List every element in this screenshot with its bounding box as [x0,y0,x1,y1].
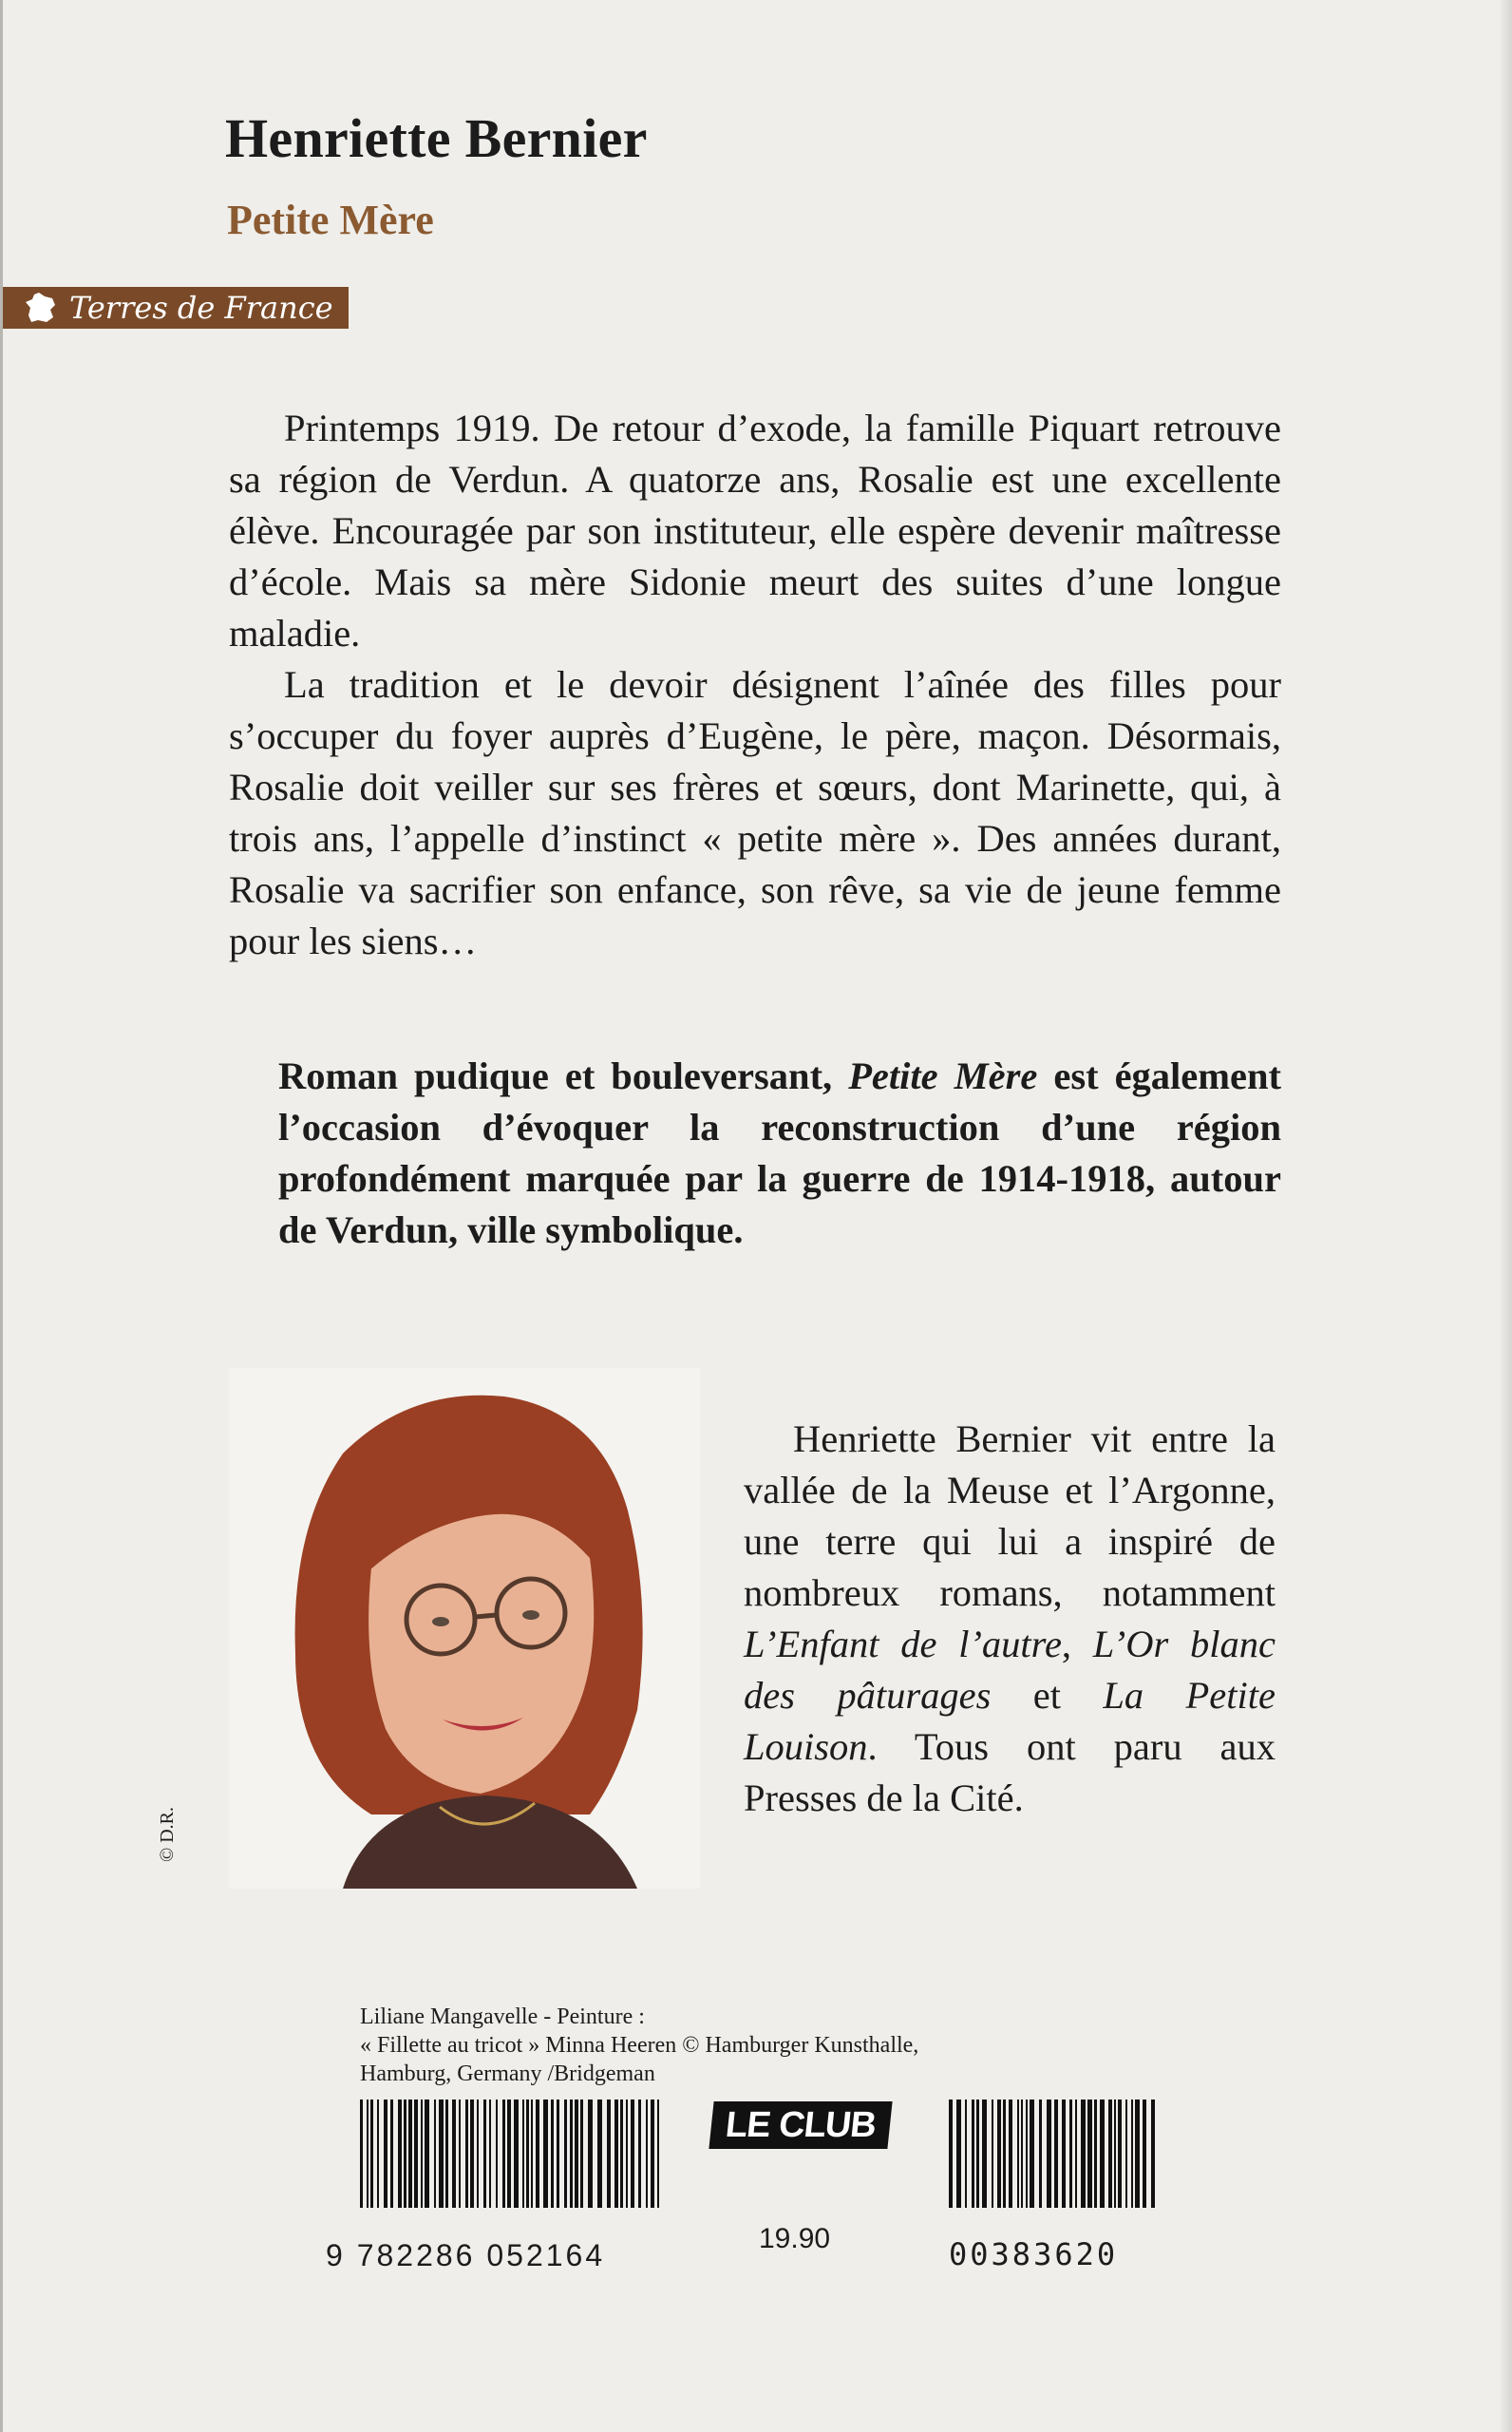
barcode-bar [1030,2100,1034,2208]
barcode-bar [404,2100,406,2208]
barcode-bar [377,2100,379,2208]
barcode-bar [390,2100,393,2208]
barcode-bar [1114,2100,1116,2208]
barcode-bar [1026,2100,1028,2208]
photo-credit: © D.R. [157,1807,178,1862]
collection-banner [3,287,349,329]
barcode-bar [1081,2100,1086,2208]
bio-book-title: L’Or blanc des pâturages [744,1623,1276,1717]
barcode-bar [522,2100,524,2208]
bio-separator: et [991,1674,1104,1717]
barcode-bar [452,2100,456,2208]
pitch-before: Roman pudique et bouleversant, [278,1054,849,1097]
barcode-bar [398,2100,402,2208]
barcode-bar [543,2100,548,2208]
barcode-bar [631,2100,634,2208]
barcode-bar [1135,2100,1140,2208]
barcode-bar [1054,2100,1058,2208]
barcode-bar [425,2100,429,2208]
barcode-bar [651,2100,654,2208]
barcode-bar [421,2100,423,2208]
barcode-bar [570,2100,573,2208]
bio-paragraph [744,1414,1276,1824]
barcode-bar [360,2100,363,2208]
barcode-bar [370,2100,373,2208]
barcode-bar [1108,2100,1112,2208]
barcode-bar [1151,2100,1155,2208]
barcode-bar [1100,2100,1105,2208]
barcode-bar [489,2100,491,2208]
barcode-bar [434,2100,436,2208]
barcode-bar [1143,2100,1146,2208]
france-map-icon [24,291,58,325]
barcode-bar [514,2100,519,2208]
barcode-bar [949,2100,953,2208]
art-credit-line: Liliane Mangavelle - Peinture : [360,2004,645,2029]
barcode-bar [982,2100,987,2208]
barcode-bar [408,2100,412,2208]
blurb [229,403,1281,967]
barcode-bar [580,2100,583,2208]
barcode-bar [1087,2100,1092,2208]
barcode-bar [445,2100,448,2208]
barcode-bar [972,2100,974,2208]
pitch-book-title: Petite Mère [848,1054,1038,1097]
barcode-bar [496,2100,498,2208]
pitch-after: est également l’occasion d’évoquer la reconstruction d’une région profondément marquée par la guerre de 1914-1918, autour de Verdun, ville symbolique. [278,1054,1282,1251]
barcode-bar [477,2100,479,2208]
barcode-bar [531,2100,533,2208]
barcode-bar [1131,2100,1133,2208]
barcode-bar [1039,2100,1042,2208]
barcode-bar [564,2100,567,2208]
publisher-logo: LE CLUB [709,2101,892,2149]
barcode-bar [526,2100,529,2208]
blurb-paragraph: La tradition et le devoir désignent l’aînée des filles pour s’occuper du foyer auprès d’Eugène, le père, maçon. Désormais, Rosalie doit veiller sur ses frères et sœurs, dont Marinette, qui, à trois ans, l’appelle d’instinct « petite mère ». Des années durant, Rosalie va sacrifier son enfance, son rêve, sa vie de jeune femme pour les siens… [229,663,1281,962]
barcode-bar [557,2100,559,2208]
bio-text: . Tous ont paru aux Presses de la Cité. [744,1725,1276,1819]
barcode-bar [614,2100,618,2208]
book-title: Petite Mère [227,197,434,243]
barcode-bar [1062,2100,1066,2208]
internal-barcode [949,2100,1162,2208]
pitch-paragraph [278,1051,1281,1256]
barcode-bar [575,2100,578,2208]
author-name: Henriette Bernier [225,107,648,169]
barcode-bar [1017,2100,1019,2208]
barcode-bar [470,2100,474,2208]
barcode-bar [1094,2100,1097,2208]
blurb-paragraph: Printemps 1919. De retour d’exode, la famille Piquart retrouve sa région de Verdun. A quatorze ans, Rosalie est une excellente élève. Encouragée par son instituteur, elle espère devenir maîtresse d’école. Mais sa mère Sidonie meurt des suites d’une longue maladie. [229,407,1281,655]
barcode-bar [588,2100,593,2208]
bio-separator: , [1061,1623,1093,1665]
pitch-text [278,1051,1281,1256]
barcode-bar [657,2100,659,2208]
art-credit-line: Hamburg, Germany /Bridgeman [360,2062,655,2086]
barcode-bar [1009,2100,1012,2208]
bio-book-title: La Petite Louison [744,1674,1276,1768]
author-bio [744,1414,1276,1824]
cover-art-credit [360,2003,1120,2088]
price: 19.90 [759,2223,831,2254]
barcode-bar [976,2100,979,2208]
barcode-bar [646,2100,648,2208]
bio-text: Henriette Bernier vit entre la vallée de la Meuse et l’Argonne, une terre qui lui a inspiré de nombreux romans, notamment [744,1417,1276,1614]
barcode-bar [384,2100,387,2208]
barcode-bar [459,2100,461,2208]
barcode-bar [439,2100,444,2208]
barcode-bar [367,2100,369,2208]
barcode-bar [507,2100,511,2208]
barcode-bar [414,2100,418,2208]
barcode-bar [1021,2100,1023,2208]
barcode-bar [536,2100,539,2208]
barcode-bar [502,2100,505,2208]
ean-barcode [360,2100,664,2208]
barcode-bar [997,2100,1001,2208]
barcode-bar [465,2100,468,2208]
bio-book-title: L’Enfant de l’autre [744,1623,1062,1665]
barcode-bar [1118,2100,1122,2208]
barcode-bar [1003,2100,1006,2208]
barcode-bar [956,2100,961,2208]
barcode-bar [992,2100,993,2208]
collection-label: Terres de France [69,290,333,326]
barcode-bar [1075,2100,1077,2208]
barcode-bar [551,2100,554,2208]
barcode-bar [626,2100,628,2208]
barcode-bar [965,2100,967,2208]
barcode-bar [620,2100,623,2208]
author-photo [229,1368,700,1889]
barcode-bar [483,2100,486,2208]
barcode-bar [597,2100,602,2208]
barcode-bar [638,2100,641,2208]
internal-code: 00383620 [949,2236,1119,2272]
barcode-bar [607,2100,611,2208]
barcode-bar [1125,2100,1127,2208]
barcode-bar [1069,2100,1072,2208]
ean-number: 9 782286 052164 [326,2238,606,2272]
barcode-bar [1047,2100,1051,2208]
art-credit-line: « Fillette au tricot » Minna Heeren © Hamburger Kunsthalle, [360,2033,919,2058]
